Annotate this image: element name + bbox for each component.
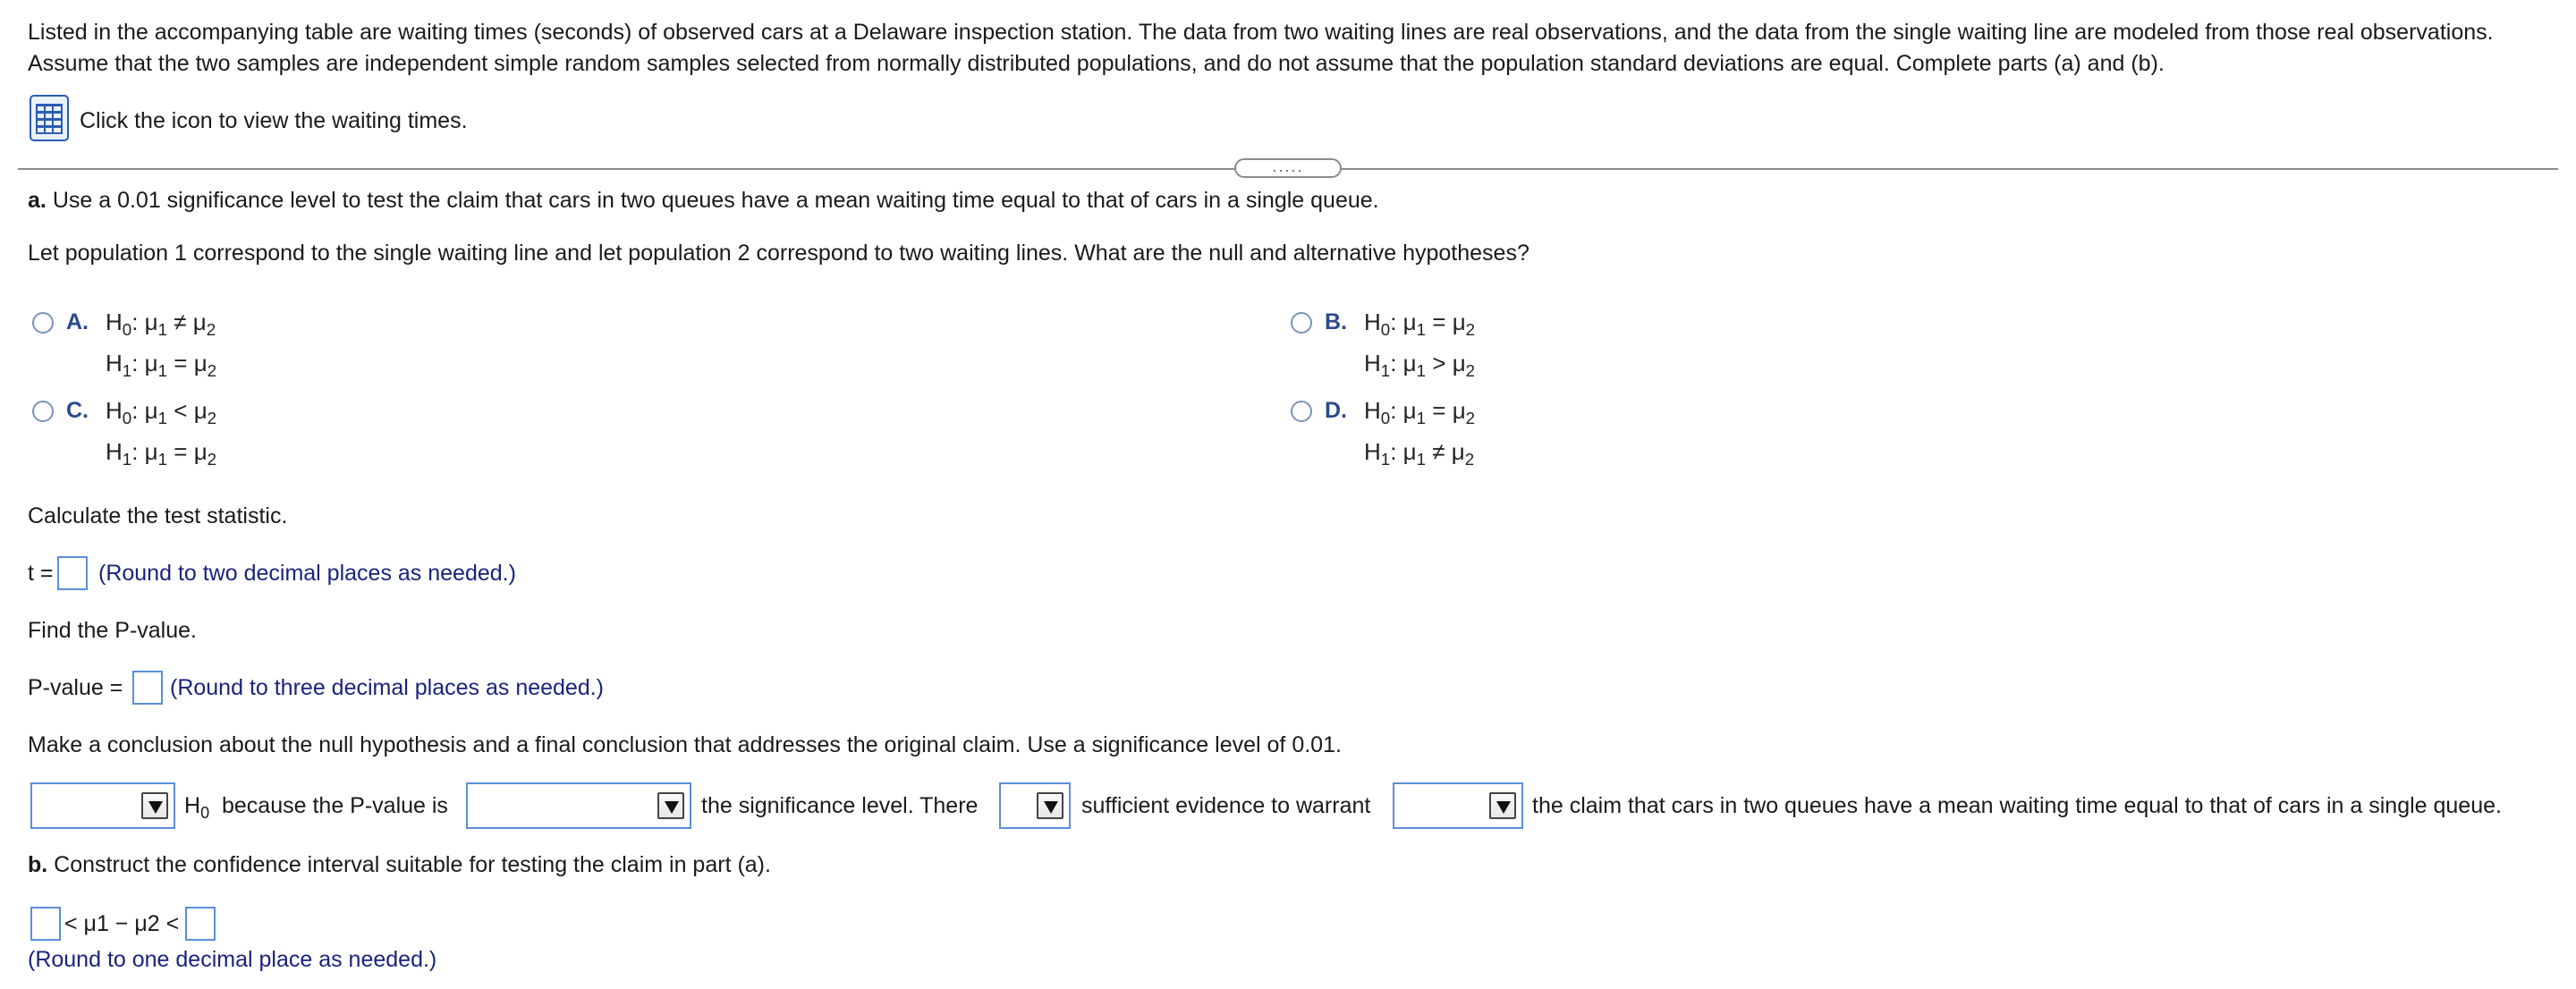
- warrant-dropdown[interactable]: [1393, 782, 1523, 829]
- t-hint: (Round to two decimal places as needed.): [98, 561, 516, 586]
- option-c-null: $H_0$: $\mu_1 < \mu_2$: [106, 397, 217, 427]
- part-a-text: Use a 0.01 significance level to test the claim that cars in two queues have a mean waiting time equal to that of cars in a single queue.: [52, 188, 1379, 213]
- chevron-down-icon[interactable]: [1489, 792, 1516, 819]
- because-text: because the P-value is: [222, 793, 448, 818]
- p-label: P-value =: [28, 675, 123, 700]
- option-a-null: $H_0$: $\mu_1 \ne \mu_2$: [106, 309, 216, 339]
- table-icon[interactable]: [30, 95, 69, 141]
- part-a-question: [28, 185, 1379, 216]
- option-c-radio[interactable]: [32, 401, 54, 422]
- option-b-letter[interactable]: B.: [1325, 309, 1347, 334]
- collapse-handle[interactable]: .....: [1234, 158, 1342, 178]
- chevron-down-icon[interactable]: [657, 792, 684, 819]
- option-b-null: $H_0$: $\mu_1 = \mu_2$: [1364, 309, 1476, 339]
- t-label: t =: [28, 561, 54, 586]
- option-d-alt: $H_1$: $\mu_1 \ne \mu_2$: [1364, 438, 1475, 469]
- option-d-null: $H_0$: $\mu_1 = \mu_2$: [1364, 397, 1476, 427]
- view-data-link[interactable]: Click the icon to view the waiting times.: [80, 108, 468, 133]
- comparison-dropdown[interactable]: [466, 782, 691, 829]
- ci-lower-input[interactable]: [30, 907, 61, 941]
- ci-middle: < μ1 − μ2 <: [64, 911, 180, 936]
- part-b-text: Construct the confidence interval suitable for testing the claim in part (a).: [54, 852, 771, 877]
- option-b-alt: $H_1$: $\mu_1 > \mu_2$: [1364, 350, 1476, 380]
- part-b-label: b.: [28, 852, 48, 877]
- option-c-letter[interactable]: C.: [66, 398, 89, 423]
- option-b-radio[interactable]: [1291, 312, 1312, 334]
- option-a-radio[interactable]: [32, 312, 54, 334]
- option-a-letter[interactable]: A.: [66, 309, 89, 334]
- part-a-label: a.: [28, 188, 47, 213]
- problem-intro: Listed in the accompanying table are waiting times (seconds) of observed cars at a Delaware inspection station. The data from two waiting lines are real observations, and the data from the single waiting line are modeled from those real observations. Assume that the two samples are independent simple random samples selected from normally distributed populations, and do not assume that the population standard deviations are equal. Complete parts (a) and (b).: [28, 20, 2494, 76]
- chevron-down-icon[interactable]: [1037, 792, 1063, 819]
- claim-text: the claim that cars in two queues have a mean waiting time equal to that of cars in a single queue.: [1532, 793, 2502, 818]
- h0-symbol: $H_0$: [184, 793, 210, 822]
- option-d-radio[interactable]: [1291, 401, 1312, 422]
- evidence-dropdown[interactable]: [999, 782, 1071, 829]
- option-d-letter[interactable]: D.: [1325, 398, 1347, 423]
- ci-hint: (Round to one decimal place as needed.): [28, 947, 437, 972]
- significance-text: the significance level. There: [701, 793, 979, 818]
- p-value-input[interactable]: [132, 671, 163, 705]
- t-input[interactable]: [57, 556, 88, 590]
- hypotheses-prompt: Let population 1 correspond to the single waiting line and let population 2 correspond to two waiting lines. What are the null and alternative hypotheses?: [28, 241, 1530, 266]
- ci-upper-input[interactable]: [185, 907, 216, 941]
- reject-dropdown[interactable]: [30, 782, 175, 829]
- option-a-alt: $H_1$: $\mu_1 = \mu_2$: [106, 350, 217, 380]
- find-p-prompt: Find the P-value.: [28, 618, 197, 643]
- conclusion-prompt: Make a conclusion about the null hypothesis and a final conclusion that addresses the original claim. Use a significance level of 0.01.: [28, 732, 1342, 757]
- chevron-down-icon[interactable]: [141, 792, 168, 819]
- option-c-alt: $H_1$: $\mu_1 = \mu_2$: [106, 438, 217, 469]
- p-hint: (Round to three decimal places as needed.): [170, 675, 605, 700]
- sufficient-text: sufficient evidence to warrant: [1081, 793, 1371, 818]
- calc-test-stat-prompt: Calculate the test statistic.: [28, 503, 288, 528]
- part-b-question: [28, 850, 771, 881]
